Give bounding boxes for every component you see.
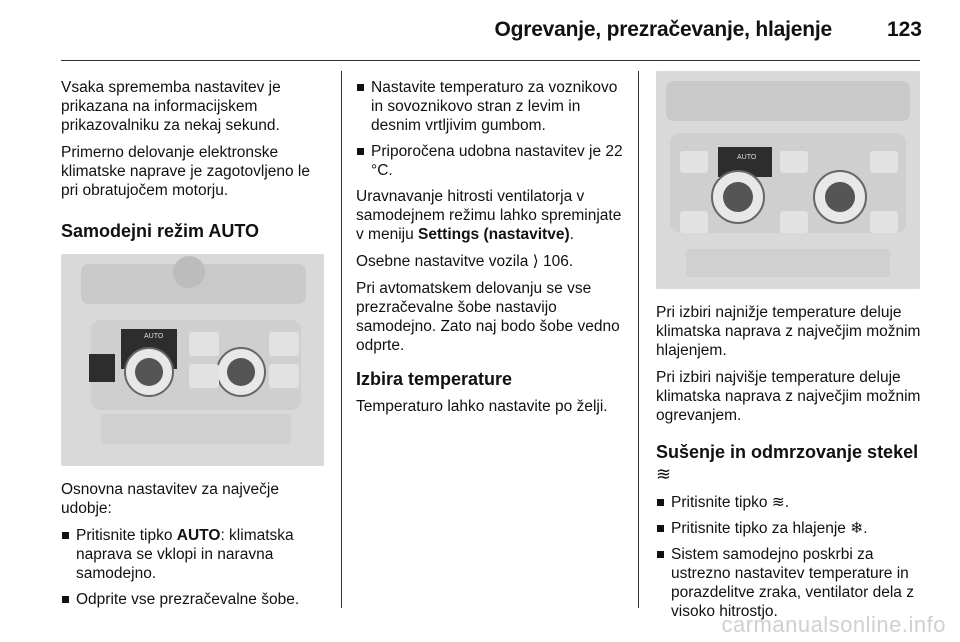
page-header-title: Ogrevanje, prezračevanje, hlajenje [494,18,832,41]
bullet-text: Sistem samodejno poskrbi za ustrezno nastavitev temperature in porazdelitve zraka, ventilator dela z visoko hitrostjo. [671,546,914,620]
paragraph: Pri izbiri najvišje temperature deluje klimatska naprava z največjim možnim ogrevanjem. [656,369,921,424]
column-divider-2 [638,71,639,608]
panel-auto-label: AUTO [144,333,164,340]
column-3 [656,71,922,628]
paragraph [356,187,628,244]
cross-reference: Osebne nastavitve vozila ⟩ 106. [356,253,574,270]
snowflake-icon: ❄ [850,520,864,537]
bullet-text: Pritisnite tipko [671,494,772,511]
section-heading-auto: Samodejni režim AUTO [61,221,260,241]
climate-panel-illustration [656,71,920,289]
column-2 [356,78,628,424]
bullet-item [656,545,922,621]
bullet-text: . [784,494,790,511]
paragraph: Vsaka sprememba nastavitev je prikazana na informacijskem prikazovalniku za nekaj sekund. [61,79,281,134]
bullet-bold-text: AUTO [176,527,221,544]
paragraph-bold-text: Settings (nastavitve) [418,226,570,243]
column-divider-1 [341,71,342,608]
climate-panel-illustration [61,254,324,466]
paragraph: Osnovna nastavitev za največje udobje: [61,481,279,517]
climate-panel-photo-auto [61,254,324,466]
bullet-item [656,519,922,538]
bullet-text: Priporočena udobna nastavitev je 22 °C. [371,143,623,179]
paragraph: Primerno delovanje elektronske klimatske naprave je zagotovljeno le pri obratujočem motorju. [61,144,310,199]
panel-auto-label: AUTO [737,154,757,161]
windscreen-defrost-icon: ≋ [656,464,672,484]
section-heading-defrost [656,441,922,485]
bullet-text: . [863,520,868,537]
bullet-text: Nastavite temperaturo za voznikovo in sovoznikovo stran z levim in desnim vrtljivim gumbom. [371,79,618,134]
paragraph: Temperaturo lahko nastavite po želji. [356,398,608,415]
windscreen-defrost-icon: ≋ [771,494,785,511]
climate-panel-photo-temperature [656,71,920,289]
subheading-temperature: Izbira temperature [356,369,513,389]
bullet-item [656,493,922,512]
bullet-item [356,78,628,135]
bullet-text: Pritisnite tipko za hlajenje [671,520,851,537]
bullet-item [61,590,331,609]
page-number: 123 [886,18,922,41]
header-divider [61,60,920,61]
paragraph: Pri izbiri najnižje temperature deluje klimatska naprava z največjim možnim hlajenjem. [656,304,921,359]
paragraph-text: Uravnavanje hitrosti ventilatorja v samodejnem režimu lahko spreminjate v meniju [356,188,622,243]
column-1 [61,78,331,616]
watermark: carmanualsonline.info [721,612,946,637]
heading-text: Sušenje in odmrzovanje stekel [656,442,919,462]
bullet-text: Pritisnite tipko [76,527,177,544]
bullet-item [61,526,331,583]
bullet-text: Odprite vse prezračevalne šobe. [76,591,300,608]
bullet-text: : klimatska naprava se vklopi in naravna samodejno. [76,527,294,582]
paragraph: Pri avtomatskem delovanju se vse prezračevalne šobe nastavijo samodejno. Zato naj bodo šobe vedno odprte. [356,280,620,354]
paragraph-text: . [569,226,574,243]
bullet-item [356,142,628,180]
